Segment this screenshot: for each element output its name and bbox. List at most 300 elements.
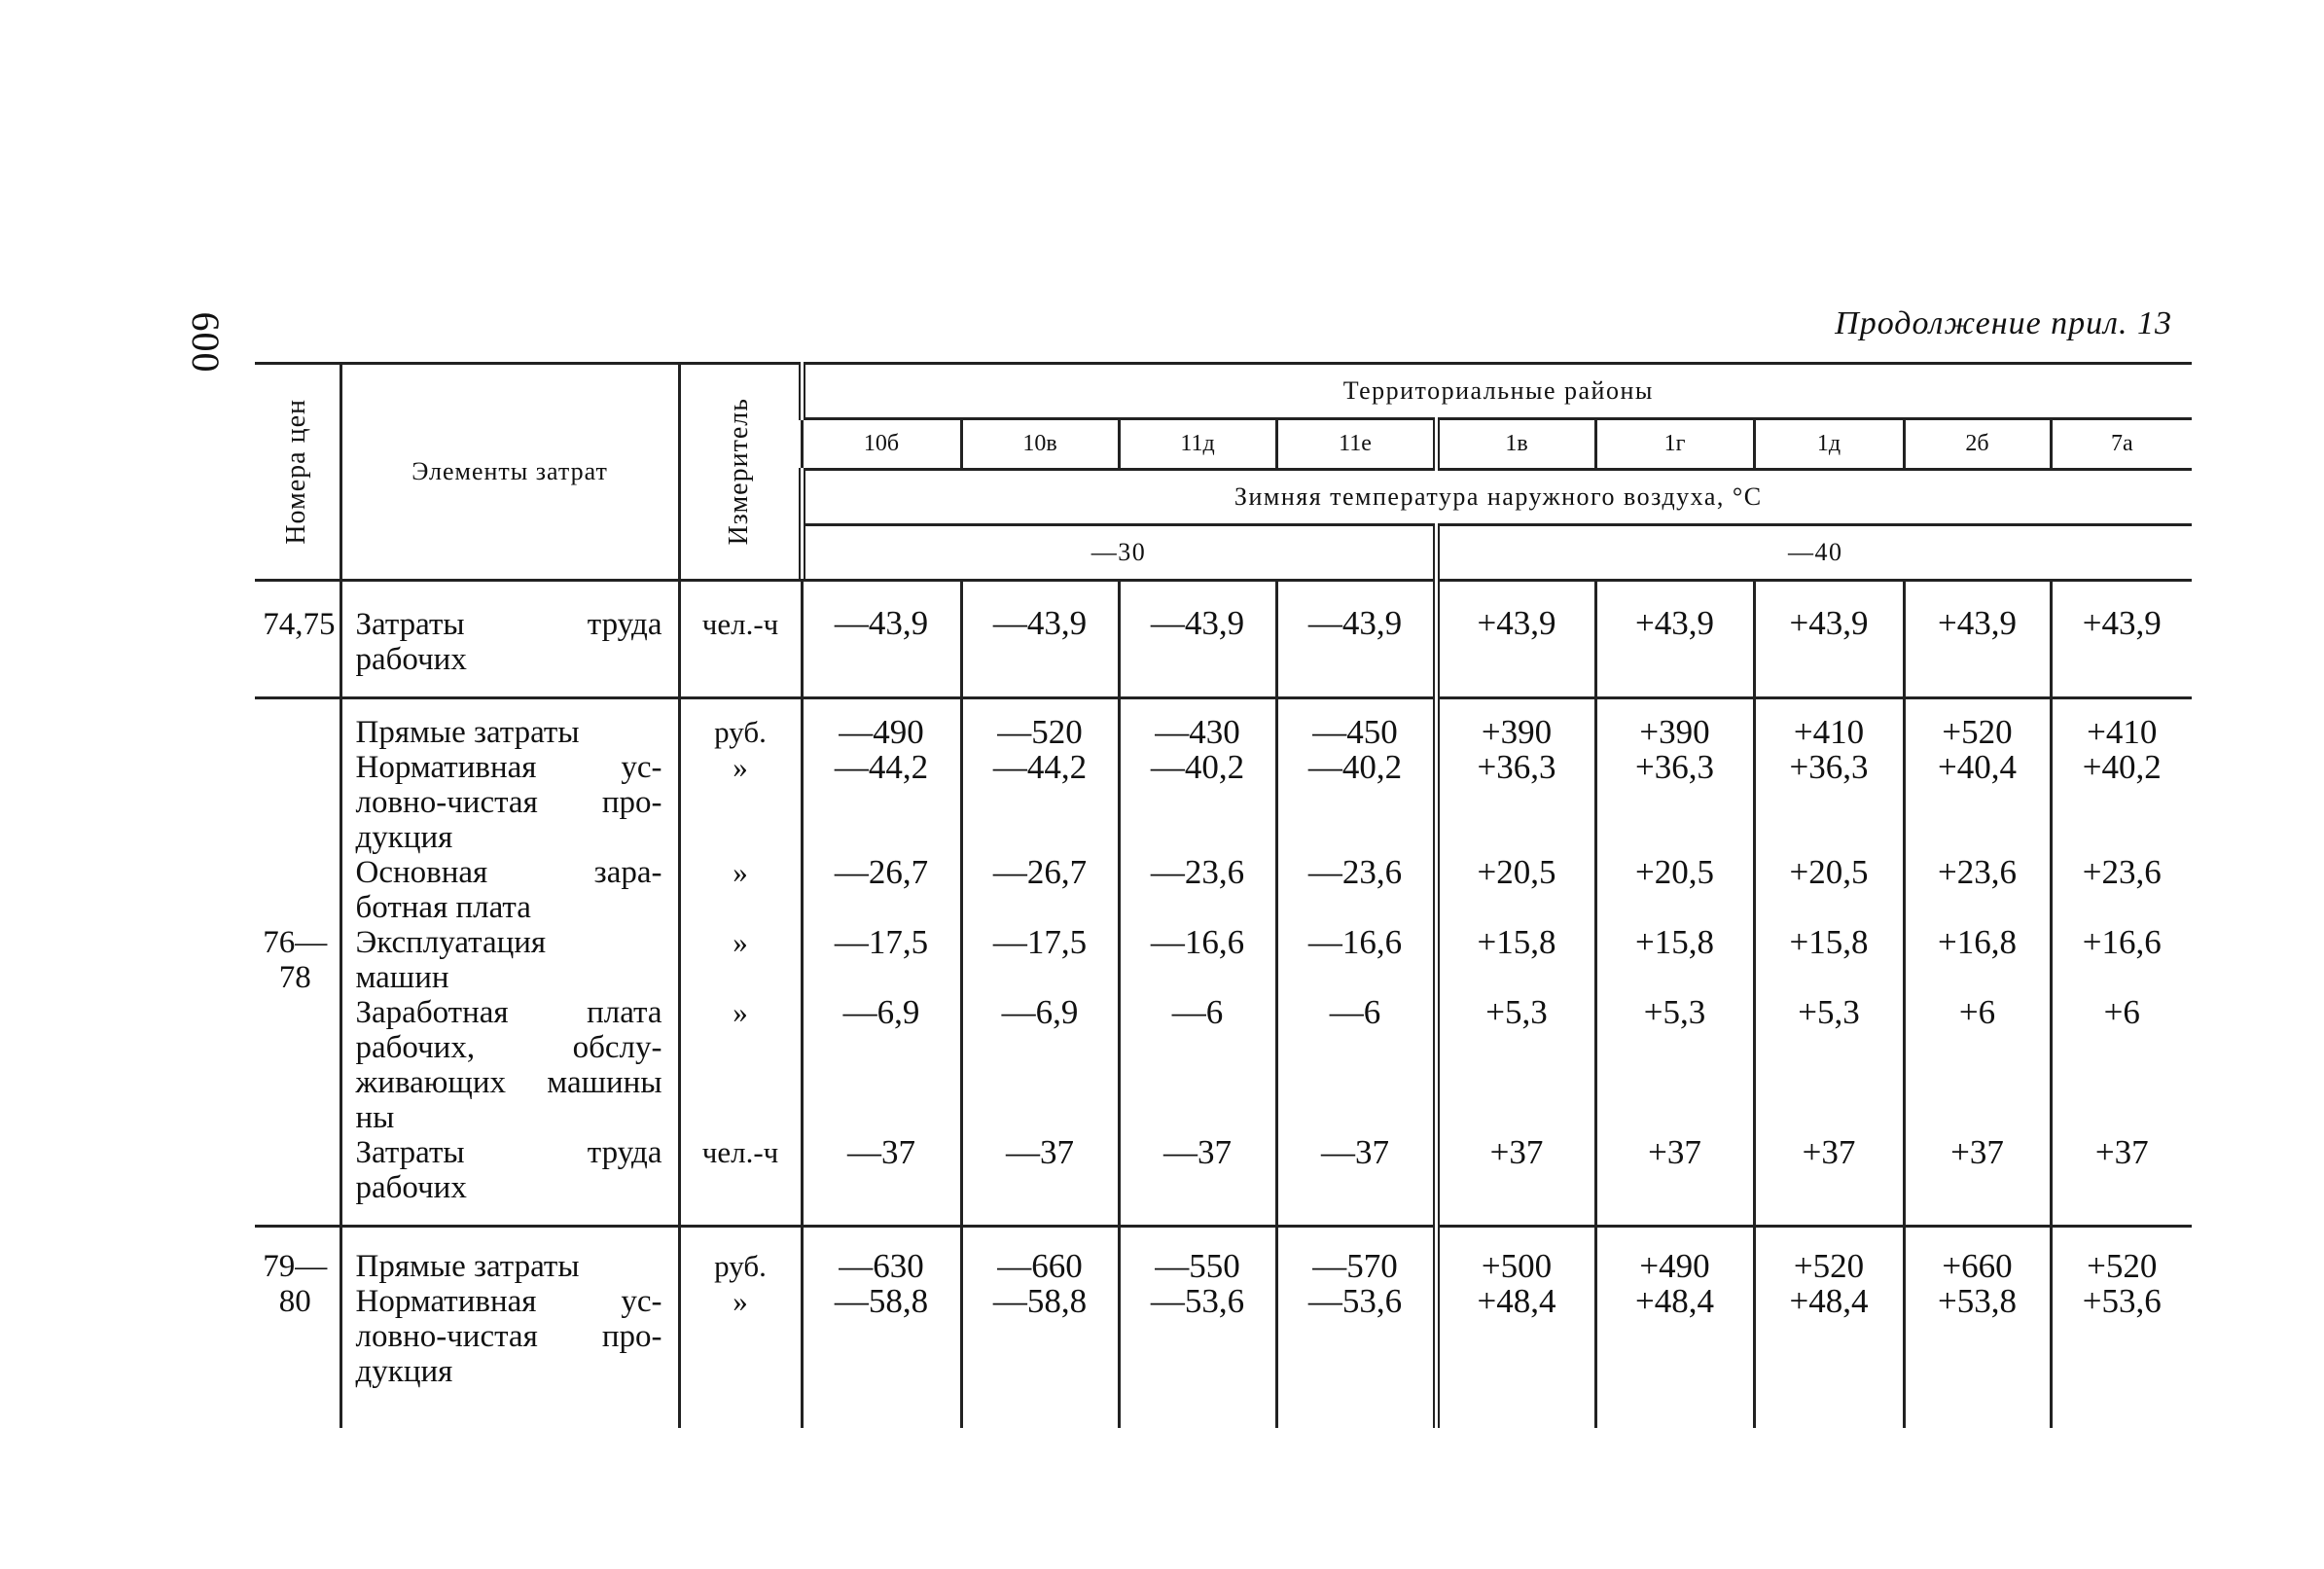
cell-value: +20,5: [1789, 853, 1869, 891]
cell-value: +5,3: [1485, 993, 1548, 1031]
cell-value: +23,6: [1938, 853, 2017, 891]
cell-spacer: [2053, 890, 2193, 925]
label-word: ботная плата: [355, 890, 531, 925]
cell-value: —23,6: [1307, 853, 1403, 891]
cell-value: —43,9: [1150, 603, 1245, 642]
label-line: [356, 925, 662, 960]
cell-value: —16,6: [1307, 923, 1403, 961]
cost-table: [255, 362, 2192, 1428]
cell-spacer: [2053, 1030, 2193, 1065]
cell-spacer: [963, 1319, 1118, 1354]
label-word: рабочих: [355, 642, 467, 677]
cell-value: »: [733, 925, 748, 959]
cell-value: руб.: [714, 715, 767, 749]
cell-spacer: [1597, 641, 1753, 676]
cell-spacer: [1597, 785, 1753, 820]
cell-value: +520: [1793, 1247, 1865, 1285]
value-cell: [1754, 581, 1904, 698]
cell-spacer: [1756, 641, 1903, 676]
value-cell: [1276, 581, 1436, 698]
cell-spacer: [681, 1065, 801, 1100]
cell-spacer: [963, 1100, 1118, 1135]
cell-value: +23,6: [2082, 853, 2162, 891]
cell-spacer: [1597, 890, 1753, 925]
cell-spacer: [2053, 820, 2193, 855]
region-code: 1д: [1754, 418, 1904, 470]
cell-value: —37: [1321, 1133, 1389, 1171]
cell-value: —6: [1329, 993, 1381, 1031]
cell-value: +37: [1489, 1133, 1544, 1171]
cell-spacer: [1121, 890, 1275, 925]
cell-spacer: [963, 1354, 1118, 1389]
label-word: рабочих: [355, 1170, 467, 1205]
cell-spacer: [1278, 1030, 1433, 1065]
cell-spacer: [1597, 1354, 1753, 1389]
cell-value: —430: [1155, 713, 1240, 751]
cell-spacer: [1278, 1354, 1433, 1389]
label-line: [356, 715, 662, 750]
value-cell: [961, 698, 1119, 1227]
cost-element-label: [340, 1227, 679, 1429]
region-code: 2б: [1904, 418, 2051, 470]
label-word: дукция: [355, 1354, 453, 1389]
cell-value: +37: [1802, 1133, 1856, 1171]
label-word: машин: [355, 960, 449, 995]
cell-spacer: [1440, 890, 1594, 925]
cell-value: +40,4: [1938, 748, 2017, 786]
cell-value: +15,8: [1477, 923, 1556, 961]
cell-spacer: [1440, 1030, 1594, 1065]
cell-spacer: [681, 890, 801, 925]
label-line: [356, 855, 662, 890]
cell-spacer: [2053, 785, 2193, 820]
table-body: [255, 581, 2192, 1429]
cell-value: —43,9: [1307, 603, 1403, 642]
label-word: Заработная: [355, 995, 509, 1030]
cell-spacer: [1906, 1030, 2050, 1065]
label-word: рабочих,: [355, 1030, 476, 1065]
cell-value: +48,4: [1789, 1282, 1869, 1320]
cell-spacer: [1440, 1100, 1594, 1135]
cell-value: —37: [1163, 1133, 1232, 1171]
cell-value: —17,5: [992, 923, 1088, 961]
cell-spacer: [1440, 1354, 1594, 1389]
cell-value: +390: [1639, 713, 1710, 751]
value-cell: [1595, 1227, 1754, 1429]
cell-spacer: [2053, 1100, 2193, 1135]
price-number: [255, 1227, 340, 1429]
cell-spacer: [1121, 785, 1275, 820]
cell-value: —26,7: [834, 853, 929, 891]
territorial-header: Территориальные районы: [802, 364, 2192, 419]
cell-value: »: [733, 855, 748, 889]
cell-spacer: [1278, 890, 1433, 925]
cell-spacer: [2053, 1170, 2193, 1205]
cell-spacer: [1756, 1030, 1903, 1065]
cell-spacer: [804, 1170, 960, 1205]
cell-value: —520: [997, 713, 1083, 751]
label-word: ус-: [621, 750, 662, 785]
cell-value: +48,4: [1477, 1282, 1556, 1320]
cell-spacer: [1906, 1065, 2050, 1100]
cell-value: +53,8: [1938, 1282, 2017, 1320]
cell-spacer: [1597, 1030, 1753, 1065]
cell-spacer: [1756, 1100, 1903, 1135]
cell-spacer: [1121, 1354, 1275, 1389]
cell-value: —17,5: [834, 923, 929, 961]
cell-spacer: [2053, 1354, 2193, 1389]
cell-spacer: [963, 890, 1118, 925]
cell-spacer: [2053, 641, 2193, 676]
cell-spacer: [1121, 1100, 1275, 1135]
cell-value: +20,5: [1477, 853, 1556, 891]
unit-cell: [679, 581, 802, 698]
label-word: Прямые затраты: [355, 1249, 580, 1284]
cell-spacer: [1597, 820, 1753, 855]
price-number-text: 76—: [263, 925, 328, 960]
label-line: [356, 1170, 662, 1205]
value-cell: [1904, 698, 2051, 1227]
label-word: дукция: [355, 820, 453, 855]
cell-spacer: [1906, 960, 2050, 995]
cell-value: —44,2: [992, 748, 1088, 786]
cell-spacer: [1597, 1170, 1753, 1205]
cell-value: +36,3: [1635, 748, 1714, 786]
region-code: 1в: [1436, 418, 1595, 470]
label-word: ны: [355, 1100, 395, 1135]
label-word: зара-: [593, 855, 662, 890]
cell-spacer: [1756, 785, 1903, 820]
cell-value: —490: [839, 713, 924, 751]
label-word: ловно-чистая: [355, 785, 538, 820]
cell-spacer: [2053, 1065, 2193, 1100]
value-cell: [1904, 1227, 2051, 1429]
cell-spacer: [681, 960, 801, 995]
label-line: [356, 607, 662, 642]
cell-value: —450: [1312, 713, 1398, 751]
cell-value: +40,2: [2082, 748, 2162, 786]
label-line: [356, 890, 662, 925]
cell-spacer: [681, 1030, 801, 1065]
value-cell: [1754, 698, 1904, 1227]
region-code: 1г: [1595, 418, 1754, 470]
cell-spacer: [963, 1030, 1118, 1065]
region-code: 7а: [2051, 418, 2192, 470]
cell-spacer: [681, 1319, 801, 1354]
cell-spacer: [963, 820, 1118, 855]
price-number-text: 78: [278, 960, 311, 995]
cost-element-label: [340, 698, 679, 1227]
cell-value: +53,6: [2082, 1282, 2162, 1320]
label-word: живающих: [355, 1065, 506, 1100]
label-word: про-: [601, 785, 662, 820]
cell-value: »: [733, 750, 748, 784]
cell-spacer: [1597, 1100, 1753, 1135]
label-word: ловно-чистая: [355, 1319, 538, 1354]
cell-spacer: [804, 1319, 960, 1354]
cell-spacer: [1906, 1319, 2050, 1354]
cell-spacer: [1440, 1319, 1594, 1354]
cell-value: +410: [1793, 713, 1865, 751]
label-word: Затраты: [355, 607, 465, 642]
cell-value: +36,3: [1789, 748, 1869, 786]
cell-value: чел.-ч: [701, 1135, 779, 1169]
label-line: [356, 1354, 662, 1389]
cell-value: +43,9: [1789, 603, 1869, 642]
cell-spacer: [681, 785, 801, 820]
cell-value: +660: [1942, 1247, 2013, 1285]
cell-value: —550: [1155, 1247, 1240, 1285]
label-line: [356, 1319, 662, 1354]
cell-spacer: [1121, 960, 1275, 995]
cell-spacer: [1906, 641, 2050, 676]
label-line: [356, 995, 662, 1030]
cell-spacer: [804, 1065, 960, 1100]
cell-value: +16,8: [1938, 923, 2017, 961]
cell-value: —6,9: [1001, 993, 1079, 1031]
cell-spacer: [1906, 820, 2050, 855]
value-cell: [2051, 1227, 2192, 1429]
label-word: Нормативная: [355, 750, 537, 785]
value-cell: [2051, 698, 2192, 1227]
label-line: [356, 960, 662, 995]
region-code: 11д: [1119, 418, 1276, 470]
cell-value: —44,2: [834, 748, 929, 786]
label-word: плата: [587, 995, 662, 1030]
cell-spacer: [804, 820, 960, 855]
cell-spacer: [1906, 1170, 2050, 1205]
cell-value: —40,2: [1307, 748, 1403, 786]
cell-spacer: [963, 960, 1118, 995]
table-row: [255, 581, 2192, 698]
label-word: машины: [547, 1065, 662, 1100]
cell-spacer: [1440, 960, 1594, 995]
value-cell: [1595, 581, 1754, 698]
cell-spacer: [804, 960, 960, 995]
cell-spacer: [1906, 785, 2050, 820]
cell-value: —630: [839, 1247, 924, 1285]
cell-spacer: [1121, 820, 1275, 855]
cell-spacer: [1906, 1354, 2050, 1389]
cell-value: »: [733, 1284, 748, 1318]
cell-spacer: [1756, 1354, 1903, 1389]
cell-value: —570: [1312, 1247, 1398, 1285]
cell-value: +490: [1639, 1247, 1710, 1285]
cell-spacer: [804, 890, 960, 925]
table-header: [255, 364, 2192, 581]
cell-spacer: [1756, 960, 1903, 995]
unit-header: Измеритель: [679, 364, 802, 581]
table-row: [255, 698, 2192, 1227]
cell-spacer: [804, 1030, 960, 1065]
cell-value: +15,8: [1635, 923, 1714, 961]
cell-spacer: [1121, 1030, 1275, 1065]
cell-spacer: [804, 785, 960, 820]
cell-spacer: [1278, 641, 1433, 676]
cell-spacer: [681, 1170, 801, 1205]
temp-minus30: —30: [802, 525, 1436, 581]
cell-value: +5,3: [1798, 993, 1860, 1031]
cell-spacer: [1756, 1170, 1903, 1205]
cell-spacer: [1278, 1100, 1433, 1135]
cell-value: —53,6: [1307, 1282, 1403, 1320]
continuation-heading: Продолжение прил. 13: [1835, 305, 2172, 341]
cell-spacer: [1440, 1170, 1594, 1205]
cell-value: +37: [1648, 1133, 1701, 1171]
cell-value: +520: [1942, 713, 2013, 751]
cell-value: +6: [2103, 993, 2140, 1031]
cell-spacer: [1440, 641, 1594, 676]
label-line: [356, 785, 662, 820]
cell-value: +20,5: [1635, 853, 1714, 891]
cell-spacer: [1906, 890, 2050, 925]
price-no-header: Номера цен: [255, 364, 340, 581]
cell-spacer: [1278, 1065, 1433, 1100]
unit-cell: [679, 1227, 802, 1429]
label-line: [356, 750, 662, 785]
cell-spacer: [681, 820, 801, 855]
cell-spacer: [2053, 960, 2193, 995]
cell-spacer: [963, 641, 1118, 676]
cell-spacer: [2053, 1319, 2193, 1354]
cell-spacer: [1121, 641, 1275, 676]
cell-value: —43,9: [992, 603, 1088, 642]
value-cell: [1754, 1227, 1904, 1429]
cell-value: +37: [1950, 1133, 2004, 1171]
value-cell: [1119, 581, 1276, 698]
label-word: Прямые затраты: [355, 715, 580, 750]
label-line: [356, 1249, 662, 1284]
cell-spacer: [1121, 1065, 1275, 1100]
cell-spacer: [1597, 1319, 1753, 1354]
label-line: [356, 642, 662, 677]
price-number-text: 79—: [263, 1249, 328, 1284]
label-word: Затраты: [355, 1135, 465, 1170]
cell-value: —58,8: [992, 1282, 1088, 1320]
cell-value: —23,6: [1150, 853, 1245, 891]
cell-value: +16,6: [2082, 923, 2162, 961]
value-cell: [1119, 1227, 1276, 1429]
cell-value: —37: [847, 1133, 915, 1171]
label-line: [356, 1065, 662, 1100]
cell-value: —660: [997, 1247, 1083, 1285]
cell-spacer: [1906, 1100, 2050, 1135]
value-cell: [1119, 698, 1276, 1227]
cell-spacer: [1756, 820, 1903, 855]
cell-value: +43,9: [2082, 603, 2162, 642]
cost-element-label: [340, 581, 679, 698]
value-cell: [1436, 698, 1595, 1227]
price-number-text: 80: [278, 1284, 311, 1319]
cell-spacer: [804, 1354, 960, 1389]
cell-spacer: [804, 1100, 960, 1135]
label-line: [356, 820, 662, 855]
cell-spacer: [963, 785, 1118, 820]
value-cell: [961, 581, 1119, 698]
cell-value: +410: [2087, 713, 2158, 751]
temp-minus40: —40: [1436, 525, 2192, 581]
cell-spacer: [963, 1065, 1118, 1100]
cell-value: +43,9: [1938, 603, 2017, 642]
cell-value: +37: [2094, 1133, 2149, 1171]
cell-value: +390: [1481, 713, 1553, 751]
cell-spacer: [1278, 820, 1433, 855]
cell-spacer: [963, 1170, 1118, 1205]
cell-value: +15,8: [1789, 923, 1869, 961]
cell-spacer: [1121, 1170, 1275, 1205]
label-word: Основная: [355, 855, 488, 890]
cell-value: +520: [2087, 1247, 2158, 1285]
label-word: Нормативная: [355, 1284, 537, 1319]
value-cell: [1276, 698, 1436, 1227]
cell-value: +43,9: [1477, 603, 1556, 642]
value-cell: [802, 1227, 961, 1429]
cell-spacer: [1278, 1170, 1433, 1205]
label-word: Эксплуатация: [355, 925, 547, 960]
region-code: 10б: [802, 418, 961, 470]
elements-header: Элементы затрат: [340, 364, 679, 581]
label-line: [356, 1030, 662, 1065]
value-cell: [2051, 581, 2192, 698]
price-number: [255, 581, 340, 698]
cell-value: —40,2: [1150, 748, 1245, 786]
cell-spacer: [681, 1354, 801, 1389]
cell-value: —26,7: [992, 853, 1088, 891]
cell-spacer: [1440, 1065, 1594, 1100]
unit-cell: [679, 698, 802, 1227]
table-row: [255, 1227, 2192, 1429]
label-word: обслу-: [572, 1030, 662, 1065]
value-cell: [1904, 581, 2051, 698]
cell-value: +5,3: [1643, 993, 1706, 1031]
cell-spacer: [1597, 1065, 1753, 1100]
region-code: 10в: [961, 418, 1119, 470]
cell-spacer: [1440, 785, 1594, 820]
cell-value: —43,9: [834, 603, 929, 642]
cell-value: —6,9: [842, 993, 920, 1031]
cell-value: +48,4: [1635, 1282, 1714, 1320]
cell-spacer: [1278, 1319, 1433, 1354]
cell-value: —53,6: [1150, 1282, 1245, 1320]
value-cell: [1436, 581, 1595, 698]
cell-value: +500: [1481, 1247, 1553, 1285]
region-code: 11е: [1276, 418, 1436, 470]
cell-spacer: [1278, 960, 1433, 995]
cell-spacer: [1756, 1065, 1903, 1100]
cell-value: —6: [1171, 993, 1224, 1031]
cell-spacer: [1756, 1319, 1903, 1354]
price-number: [255, 698, 340, 1227]
cell-value: —16,6: [1150, 923, 1245, 961]
value-cell: [802, 698, 961, 1227]
cell-value: —58,8: [834, 1282, 929, 1320]
label-line: [356, 1284, 662, 1319]
cell-spacer: [1440, 820, 1594, 855]
label-word: ус-: [621, 1284, 662, 1319]
label-line: [356, 1135, 662, 1170]
cell-spacer: [804, 641, 960, 676]
cell-value: +6: [1958, 993, 1996, 1031]
cell-value: +36,3: [1477, 748, 1556, 786]
value-cell: [1436, 1227, 1595, 1429]
value-cell: [1276, 1227, 1436, 1429]
cell-spacer: [681, 1100, 801, 1135]
temperature-header: Зимняя температура наружного воздуха, °С: [802, 470, 2192, 525]
cell-spacer: [681, 642, 801, 677]
page-number: 600: [184, 311, 229, 374]
value-cell: [802, 581, 961, 698]
cell-spacer: [1278, 785, 1433, 820]
